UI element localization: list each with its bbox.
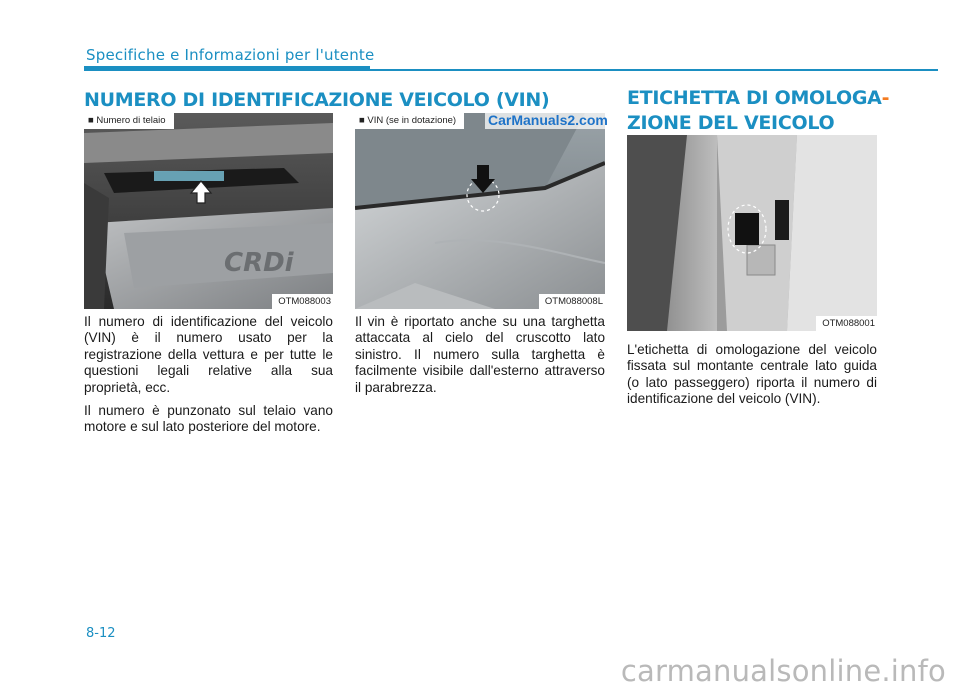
vin-description-col2 — [355, 314, 605, 403]
page-number: 8-12 — [86, 626, 116, 641]
svg-text:CRDi: CRDi — [224, 248, 294, 278]
engine-photo-code: OTM088003 — [272, 294, 333, 309]
label-title-line1: ETICHETTA DI OMOLOGA — [627, 87, 882, 109]
b-pillar-photo — [627, 135, 877, 331]
vin-paragraph-1: Il numero di identificazione del veicolo (VIN) è il numero usato per la registrazione della vettura e per tutte le questioni legali relative alla sua proprietà, ecc. — [84, 314, 333, 395]
label-paragraph-1: L'etichetta di omologazione del veicolo fissata sul montante centrale lato guida (o lato passeggero) riporta il numero di identificazione del veicolo (VIN). — [627, 342, 877, 407]
section-header-title: Specifiche e Informazioni per l'utente — [86, 46, 375, 64]
windshield-photo-code: OTM088008L — [539, 294, 605, 309]
label-section-title — [627, 86, 897, 136]
windshield-photo — [355, 113, 605, 309]
vin-description-col1 — [84, 314, 333, 443]
vin-paragraph-3: Il vin è riportato anche su una targhetta attaccata al cielo del cruscotto lato sinistro. Il numero sulla targhetta è facilmente visibile dall'esterno attraverso il parabrezza. — [355, 314, 605, 395]
label-title-line2: ZIONE DEL VEICOLO — [627, 112, 835, 134]
label-title-hyphen: - — [881, 87, 890, 109]
header-rule-accent — [84, 66, 370, 71]
vin-section-title: NUMERO DI IDENTIFICAZIONE VEICOLO (VIN) — [84, 89, 550, 111]
site-watermark: CarManuals2.com — [485, 112, 611, 129]
engine-photo-caption: ■ Numero di telaio — [84, 113, 174, 129]
vin-paragraph-2: Il numero è punzonato sul telaio vano motore e sul lato posteriore del motore. — [84, 403, 333, 435]
windshield-photo-caption: ■ VIN (se in dotazione) — [355, 113, 464, 129]
footer-site-watermark: carmanualsonline.info — [620, 654, 946, 688]
header-rule — [370, 69, 938, 71]
engine-bay-photo — [84, 113, 333, 309]
label-description — [627, 342, 877, 415]
b-pillar-photo-code: OTM088001 — [816, 316, 877, 331]
